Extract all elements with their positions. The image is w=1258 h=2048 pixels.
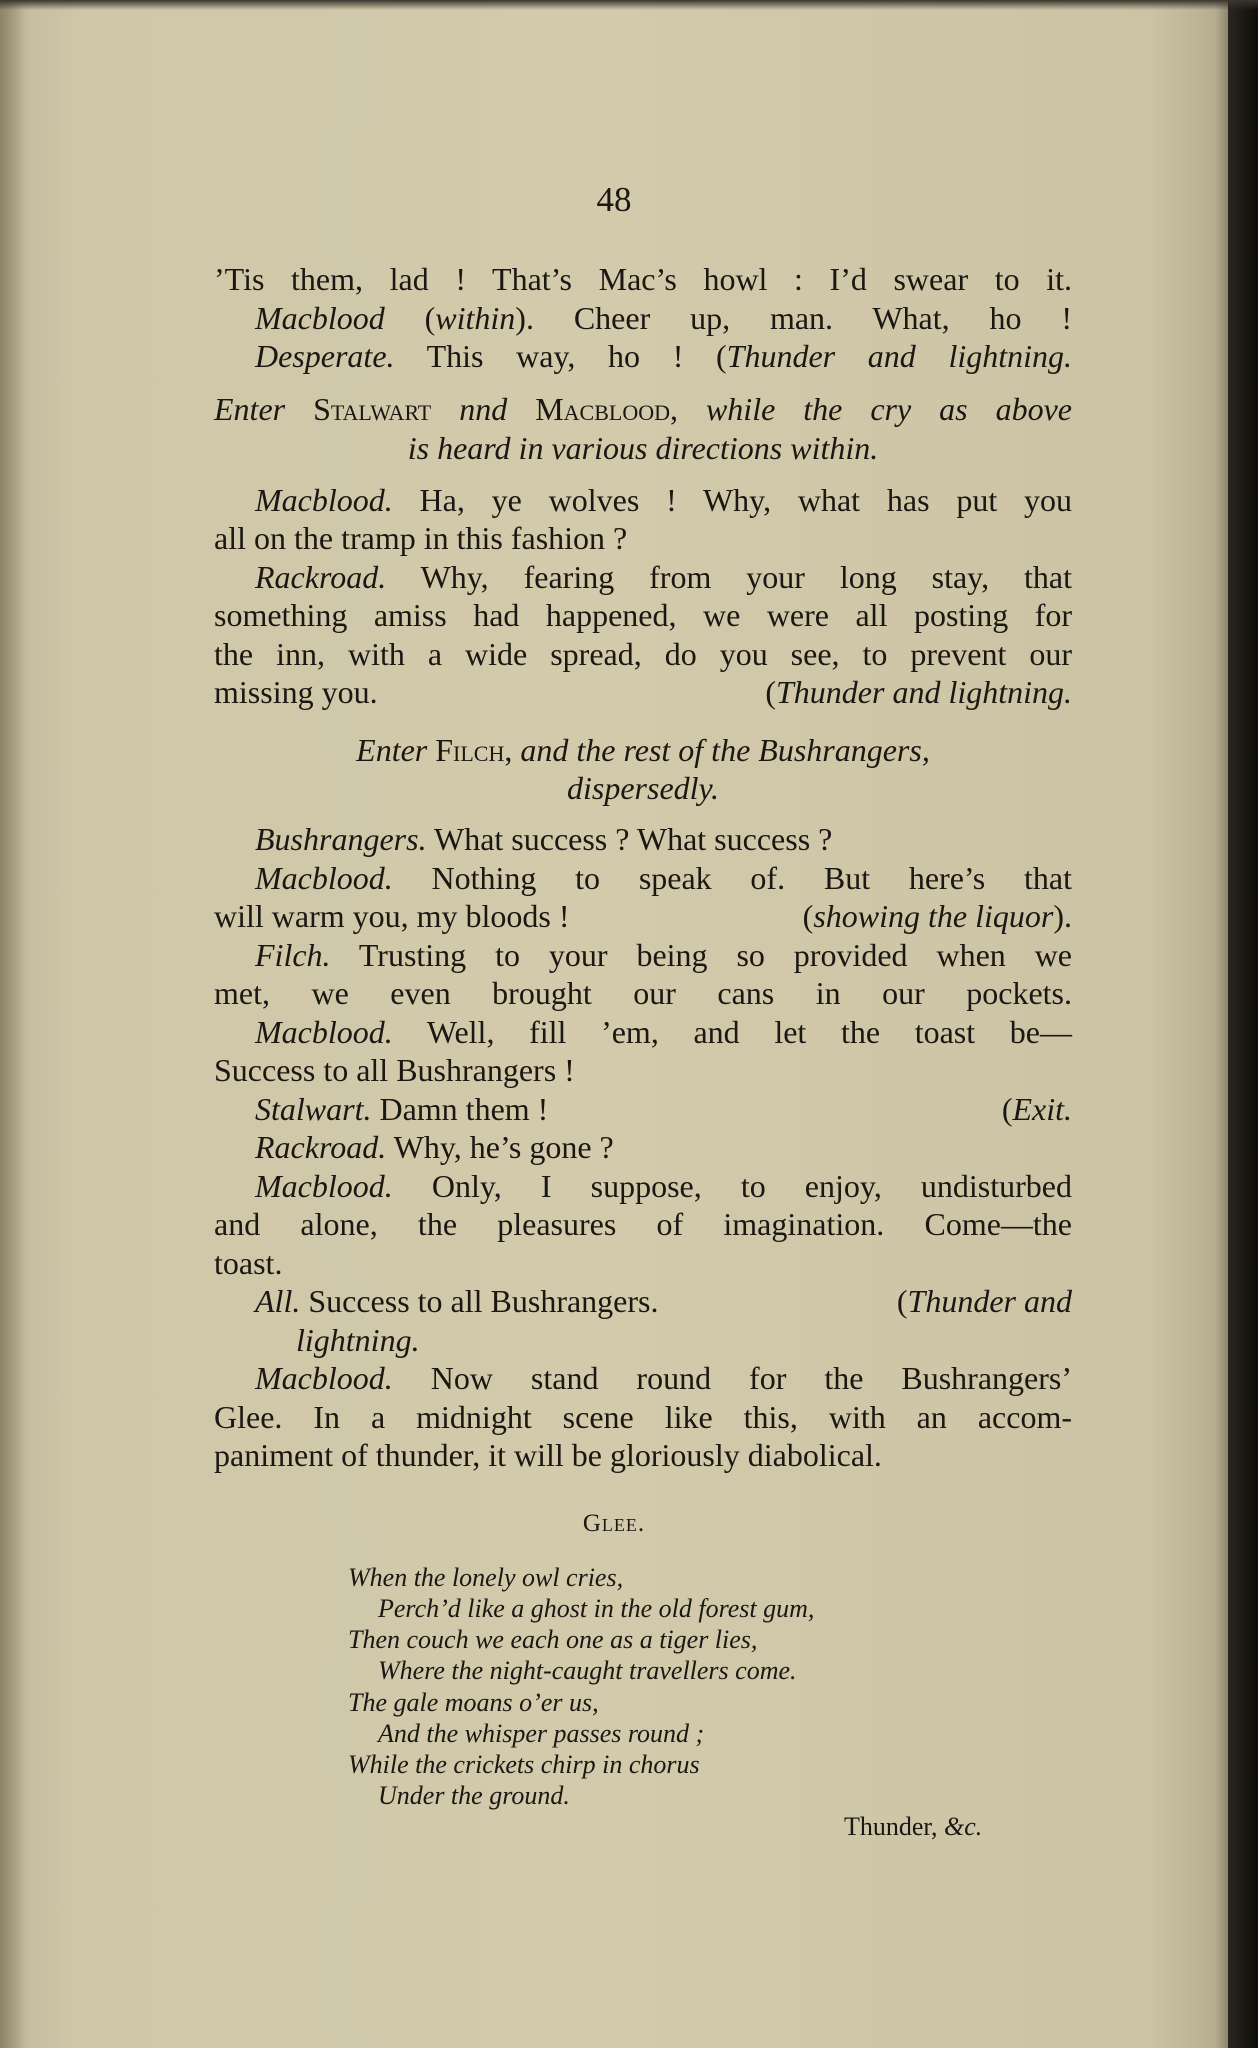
text-line: Rackroad. Why, he’s gone ? <box>255 1129 614 1165</box>
text-line: will warm you, my bloods ! (showing the liquor). <box>214 898 1072 934</box>
text-line: Macblood. Only, I suppose, to enjoy, undisturbed <box>255 1168 1072 1204</box>
poem-line: The gale moans o’er us, <box>348 1688 599 1717</box>
text-line: the inn, with a wide spread, do you see, to prevent our <box>214 636 1072 672</box>
section-heading: Glee. <box>582 1510 646 1537</box>
stage-direction: is heard in various directions within. <box>407 430 879 466</box>
speaker-name: Macblood <box>255 300 385 336</box>
poem-line: Perch’d like a ghost in the old forest gum, <box>378 1594 815 1623</box>
text-line: All. Success to all Bushrangers. (Thunder and <box>255 1283 1072 1319</box>
text-line: met, we even brought our cans in our pockets. <box>214 975 1072 1011</box>
page-left-edge-shading <box>0 0 24 2048</box>
text-line: Rackroad. Why, fearing from your long stay, that <box>255 559 1072 595</box>
speaker-name: Macblood. <box>255 1360 393 1396</box>
poem-line: When the lonely owl cries, <box>348 1563 624 1592</box>
speaker-name: Macblood. <box>255 860 393 896</box>
text-line: lightning. <box>296 1322 420 1358</box>
text-line: Success to all Bushrangers ! <box>214 1052 575 1088</box>
text-line: Bushrangers. What success ? What success ? <box>255 821 833 857</box>
speaker-name: Rackroad. <box>255 1129 387 1165</box>
poem-line: Where the night-caught travellers come. <box>378 1656 797 1685</box>
text-line: and alone, the pleasures of imagination. Come—the <box>214 1206 1072 1242</box>
stage-direction: dispersedly. <box>567 770 719 806</box>
text-line: Stalwart. Damn them ! (Exit. <box>255 1091 1072 1127</box>
speaker-name: Filch. <box>255 937 331 973</box>
text-line: Glee. In a midnight scene like this, with an accom- <box>214 1399 1072 1435</box>
speaker-name: Macblood. <box>255 482 393 518</box>
text-line: ’Tis them, lad ! That’s Mac’s howl : I’d swear to it. <box>214 261 1072 297</box>
text-line: missing you. (Thunder and lightning. <box>214 674 1072 710</box>
text-line: Macblood. Now stand round for the Bushrangers’ <box>255 1360 1072 1396</box>
text-line: Macblood. Nothing to speak of. But here’s that <box>255 860 1072 896</box>
speaker-name: Rackroad. <box>255 559 387 595</box>
speaker-name: Macblood. <box>255 1014 393 1050</box>
stage-direction: Enter Stalwart nnd Macblood, while the cry as above <box>214 391 1072 427</box>
poem-line: Then couch we each one as a tiger lies, <box>348 1625 758 1654</box>
text-line: Desperate. This way, ho ! (Thunder and lightning. <box>255 338 1073 374</box>
speaker-name: All. <box>255 1283 301 1319</box>
top-edge-shadow <box>0 0 1258 10</box>
poem-line: While the crickets chirp in chorus <box>348 1750 700 1779</box>
poem-line: And the whisper passes round ; <box>378 1719 705 1748</box>
book-spine <box>1228 0 1258 2048</box>
stage-direction: Enter Filch, and the rest of the Bushrangers, <box>356 732 930 768</box>
text-line: toast. <box>214 1245 283 1281</box>
speaker-name: Stalwart. <box>255 1091 372 1127</box>
speaker-name: Bushrangers. <box>255 821 427 857</box>
speaker-name: Macblood. <box>255 1168 393 1204</box>
speaker-name: Desperate. <box>255 338 395 374</box>
text-line: Filch. Trusting to your being so provided when we <box>255 937 1072 973</box>
page-number: 48 <box>596 180 632 219</box>
text-line: paniment of thunder, it will be gloriously diabolical. <box>214 1437 882 1473</box>
text-line: Macblood (within). Cheer up, man. What, ho ! <box>255 300 1073 336</box>
poem-line: Under the ground. <box>378 1781 570 1810</box>
closing-direction: Thunder, &c. <box>844 1812 983 1841</box>
text-line: something amiss had happened, we were all posting for <box>214 597 1072 633</box>
text-line: Macblood. Ha, ye wolves ! Why, what has put you <box>255 482 1072 518</box>
text-line: all on the tramp in this fashion ? <box>214 520 628 556</box>
text-line: Macblood. Well, fill ’em, and let the toast be— <box>255 1014 1072 1050</box>
